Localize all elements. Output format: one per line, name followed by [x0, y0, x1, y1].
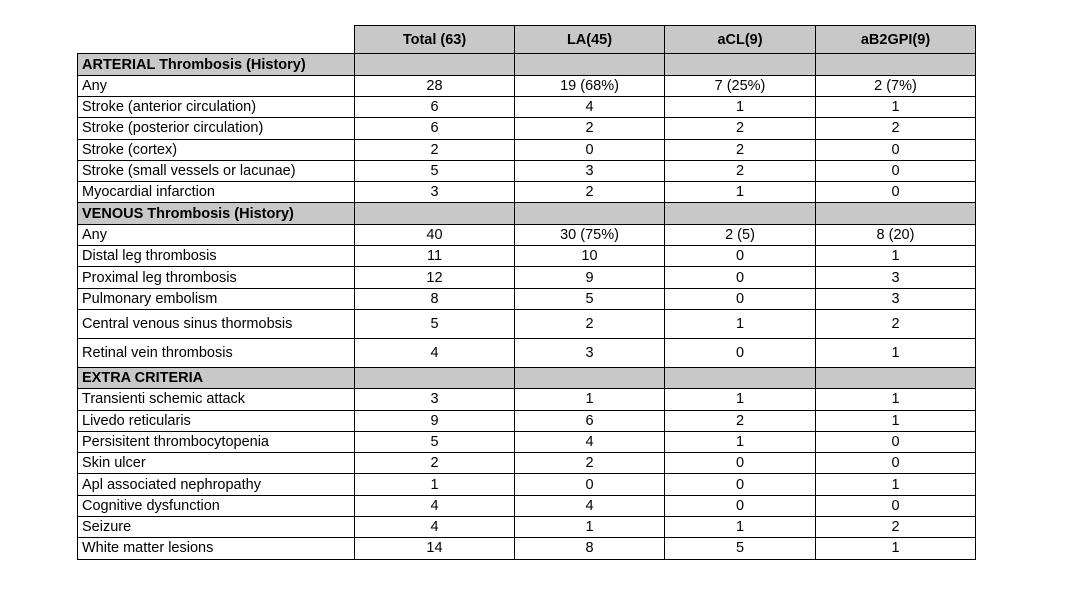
table-cell: 0 [665, 338, 816, 367]
table-row [78, 495, 976, 516]
row-label: Apl associated nephropathy [78, 474, 355, 495]
table-cell: 0 [816, 495, 976, 516]
table-container [77, 25, 976, 560]
table-cell: 2 [515, 118, 665, 139]
table-cell: 10 [515, 246, 665, 267]
table-cell: 0 [816, 431, 976, 452]
row-label: Pulmonary embolism [78, 288, 355, 309]
column-header-ab2gpi: aB2GPI(9) [816, 26, 976, 54]
table-cell: 1 [515, 517, 665, 538]
row-label: Skin ulcer [78, 453, 355, 474]
row-label: Stroke (anterior circulation) [78, 96, 355, 117]
table-cell: 5 [515, 288, 665, 309]
table-cell: 0 [515, 474, 665, 495]
table-row [78, 338, 976, 367]
table-cell: 2 [665, 160, 816, 181]
table-cell: 3 [355, 182, 515, 203]
table-row [78, 160, 976, 181]
table-cell: 4 [355, 338, 515, 367]
table-cell: 5 [355, 160, 515, 181]
table-row [78, 246, 976, 267]
section-header-row [78, 54, 976, 75]
table-row [78, 431, 976, 452]
table-cell: 5 [355, 431, 515, 452]
table-cell: 2 [665, 139, 816, 160]
table-cell: 1 [515, 389, 665, 410]
table-cell: 19 (68%) [515, 75, 665, 96]
row-label: Proximal leg thrombosis [78, 267, 355, 288]
table-cell: 2 (5) [665, 224, 816, 245]
table-row [78, 453, 976, 474]
table-cell: 1 [665, 517, 816, 538]
row-label: Stroke (small vessels or lacunae) [78, 160, 355, 181]
table-cell: 0 [665, 453, 816, 474]
table-row [78, 75, 976, 96]
table-cell: 7 (25%) [665, 75, 816, 96]
section-empty-cell [665, 54, 816, 75]
table-cell: 2 [816, 118, 976, 139]
table-cell: 6 [515, 410, 665, 431]
table-cell: 1 [665, 389, 816, 410]
table-cell: 2 [816, 309, 976, 338]
row-label: Stroke (posterior circulation) [78, 118, 355, 139]
table-cell: 4 [355, 495, 515, 516]
section-empty-cell [816, 203, 976, 224]
table-cell: 1 [665, 431, 816, 452]
section-header-row [78, 367, 976, 388]
table-row [78, 182, 976, 203]
table-cell: 8 [515, 538, 665, 559]
row-label: Stroke (cortex) [78, 139, 355, 160]
header-corner-cell [78, 26, 355, 54]
row-label: Myocardial infarction [78, 182, 355, 203]
table-cell: 3 [515, 338, 665, 367]
table-cell: 0 [665, 495, 816, 516]
table-cell: 8 (20) [816, 224, 976, 245]
table-cell: 1 [816, 410, 976, 431]
column-header-la: LA(45) [515, 26, 665, 54]
section-title: ARTERIAL Thrombosis (History) [78, 54, 355, 75]
table-cell: 1 [665, 309, 816, 338]
section-title: VENOUS Thrombosis (History) [78, 203, 355, 224]
section-empty-cell [816, 54, 976, 75]
table-cell: 2 [816, 517, 976, 538]
table-row [78, 267, 976, 288]
table-row [78, 288, 976, 309]
table-cell: 0 [816, 453, 976, 474]
table-cell: 2 [665, 118, 816, 139]
table-cell: 1 [665, 182, 816, 203]
table-cell: 0 [665, 246, 816, 267]
section-empty-cell [515, 203, 665, 224]
table-cell: 2 [515, 453, 665, 474]
table-row [78, 224, 976, 245]
row-label: Any [78, 224, 355, 245]
table-cell: 2 [665, 410, 816, 431]
row-label: Distal leg thrombosis [78, 246, 355, 267]
table-header-row [78, 26, 976, 54]
table-cell: 3 [515, 160, 665, 181]
row-label: Seizure [78, 517, 355, 538]
table-cell: 8 [355, 288, 515, 309]
table-cell: 14 [355, 538, 515, 559]
table-cell: 6 [355, 96, 515, 117]
row-label: White matter lesions [78, 538, 355, 559]
row-label: Cognitive dysfunction [78, 495, 355, 516]
row-label: Persisitent thrombocytopenia [78, 431, 355, 452]
table-cell: 9 [515, 267, 665, 288]
table-cell: 1 [816, 96, 976, 117]
table-cell: 30 (75%) [515, 224, 665, 245]
table-cell: 4 [355, 517, 515, 538]
table-cell: 2 (7%) [816, 75, 976, 96]
section-empty-cell [665, 203, 816, 224]
table-cell: 6 [355, 118, 515, 139]
table-row [78, 389, 976, 410]
table-row [78, 309, 976, 338]
table-cell: 2 [515, 309, 665, 338]
section-title: EXTRA CRITERIA [78, 367, 355, 388]
table-cell: 2 [355, 453, 515, 474]
table-cell: 1 [665, 96, 816, 117]
table-cell: 40 [355, 224, 515, 245]
row-label: Livedo reticularis [78, 410, 355, 431]
table-cell: 1 [816, 389, 976, 410]
table-cell: 12 [355, 267, 515, 288]
table-cell: 3 [816, 288, 976, 309]
table-cell: 3 [816, 267, 976, 288]
table-cell: 5 [665, 538, 816, 559]
table-cell: 11 [355, 246, 515, 267]
section-empty-cell [816, 367, 976, 388]
table-cell: 4 [515, 431, 665, 452]
table-cell: 4 [515, 96, 665, 117]
table-row [78, 410, 976, 431]
table-cell: 2 [515, 182, 665, 203]
data-table [77, 25, 976, 560]
section-empty-cell [515, 367, 665, 388]
table-cell: 2 [355, 139, 515, 160]
table-cell: 1 [816, 538, 976, 559]
table-cell: 1 [816, 246, 976, 267]
section-empty-cell [355, 203, 515, 224]
table-cell: 5 [355, 309, 515, 338]
section-empty-cell [355, 54, 515, 75]
table-cell: 0 [665, 288, 816, 309]
table-row [78, 139, 976, 160]
table-cell: 9 [355, 410, 515, 431]
table-row [78, 96, 976, 117]
table-row [78, 474, 976, 495]
table-cell: 1 [816, 338, 976, 367]
table-row [78, 517, 976, 538]
column-header-acl: aCL(9) [665, 26, 816, 54]
table-cell: 0 [816, 160, 976, 181]
table-row [78, 538, 976, 559]
section-empty-cell [515, 54, 665, 75]
table-cell: 0 [816, 182, 976, 203]
column-header-total: Total (63) [355, 26, 515, 54]
table-cell: 0 [665, 267, 816, 288]
section-header-row [78, 203, 976, 224]
section-empty-cell [665, 367, 816, 388]
table-cell: 0 [816, 139, 976, 160]
table-cell: 3 [355, 389, 515, 410]
row-label: Any [78, 75, 355, 96]
table-cell: 0 [665, 474, 816, 495]
section-empty-cell [355, 367, 515, 388]
table-cell: 1 [355, 474, 515, 495]
table-row [78, 118, 976, 139]
row-label: Retinal vein thrombosis [78, 338, 355, 367]
table-cell: 28 [355, 75, 515, 96]
table-cell: 4 [515, 495, 665, 516]
table-cell: 1 [816, 474, 976, 495]
row-label: Central venous sinus thormobsis [78, 309, 355, 338]
table-cell: 0 [515, 139, 665, 160]
row-label: Transienti schemic attack [78, 389, 355, 410]
